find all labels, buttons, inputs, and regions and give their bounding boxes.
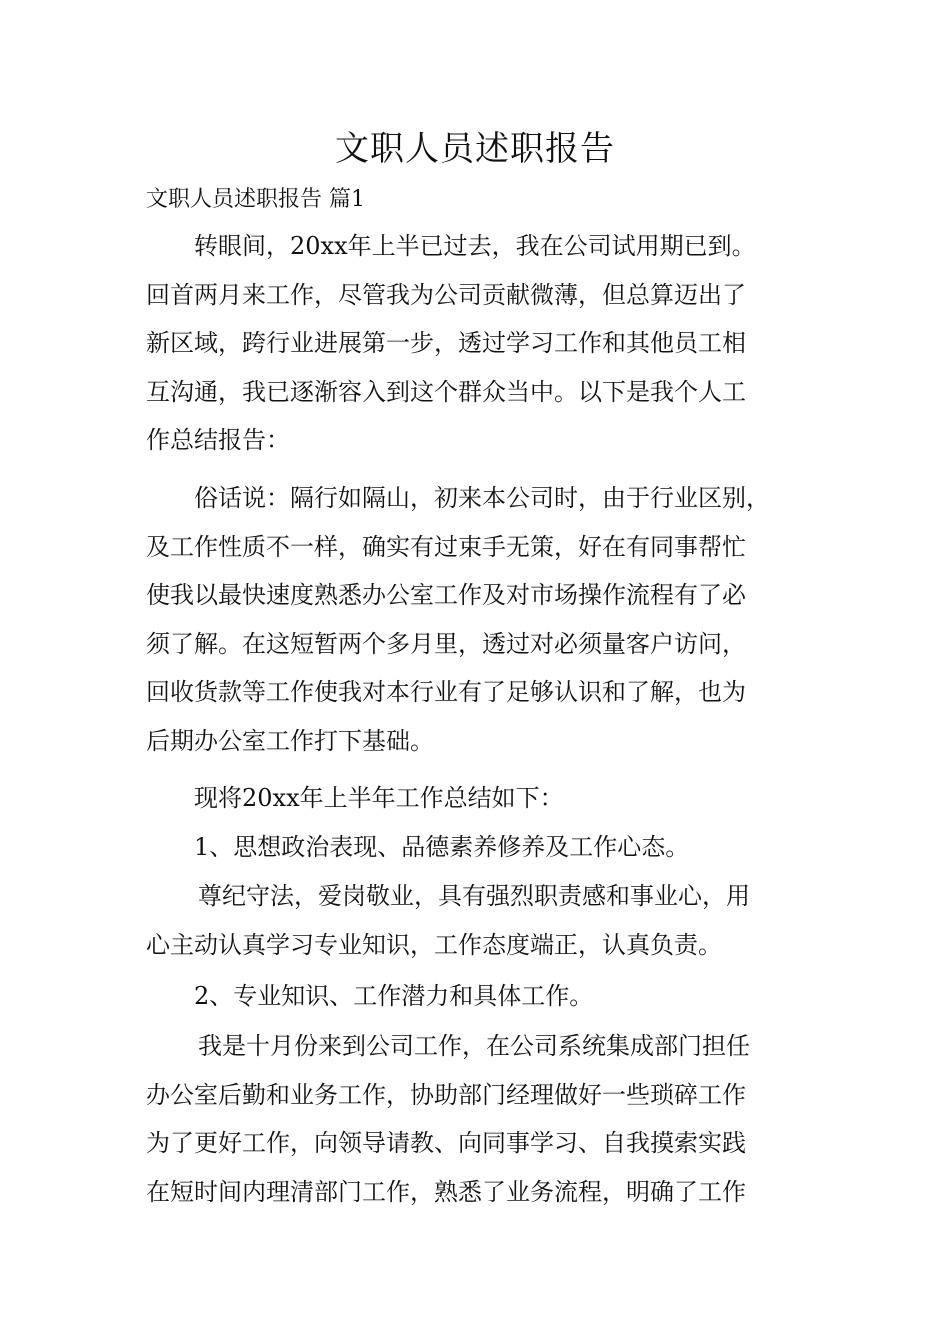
paragraph-line: 及工作性质不一样，确实有过束手无策，好在有同事帮忙: [146, 532, 746, 561]
paragraph-2: [146, 474, 818, 765]
document-subtitle: 文职人员述职报告 篇1: [146, 187, 365, 212]
document-title: 文职人员述职报告: [335, 129, 615, 169]
paragraph-line: 转眼间，20xx年上半已过去，我在公司试用期已到。: [194, 232, 756, 260]
paragraph-line: 我是十月份来到公司工作，在公司系统集成部门担任: [198, 1032, 750, 1060]
paragraph-line: 办公室后勤和业务工作，协助部门经理做好一些琐碎工作: [146, 1080, 746, 1109]
paragraph-line: 作总结报告：: [146, 426, 290, 454]
paragraph-line: 须了解。在这短暂两个多月里，透过对必须量客户访问，: [146, 629, 746, 658]
paragraph-3: [146, 774, 818, 823]
paragraph-1: [146, 222, 818, 465]
paragraph-line: 心主动认真学习专业知识，工作态度端正，认真负责。: [146, 930, 722, 959]
paragraph-line: 后期办公室工作打下基础。: [146, 726, 434, 755]
paragraph-line: 1、思想政治表现、品德素养修养及工作心态。: [194, 833, 690, 861]
paragraph-line: 互沟通，我已逐渐容入到这个群众当中。以下是我个人工: [146, 377, 746, 406]
section-heading-2: [146, 972, 818, 1021]
paragraph-line: 在短时间内理清部门工作，熟悉了业务流程，明确了工作: [146, 1177, 746, 1206]
paragraph-line: 使我以最快速度熟悉办公室工作及对市场操作流程有了必: [146, 581, 746, 609]
paragraph-line: 新区域，跨行业进展第一步，透过学习工作和其他员工相: [146, 329, 746, 357]
paragraph-line: 现将20xx年上半年工作总结如下：: [194, 784, 564, 812]
paragraph-line: 俗话说：隔行如隔山，初来本公司时，由于行业区别，: [194, 484, 770, 512]
paragraph-7: [146, 1022, 818, 1216]
paragraph-line: 回首两月来工作，尽管我为公司贡献微薄，但总算迈出了: [146, 280, 746, 309]
paragraph-line: 尊纪守法，爱岗敬业，具有强烈职责感和事业心，用: [198, 882, 750, 910]
section-heading-1: [146, 823, 818, 872]
paragraph-5: [146, 872, 818, 969]
paragraph-line: 为了更好工作，向领导请教、向同事学习、自我摸索实践: [146, 1129, 746, 1157]
paragraph-line: 回收货款等工作使我对本行业有了足够认识和了解，也为: [146, 678, 746, 706]
paragraph-line: 2、专业知识、工作潜力和具体工作。: [194, 982, 594, 1010]
